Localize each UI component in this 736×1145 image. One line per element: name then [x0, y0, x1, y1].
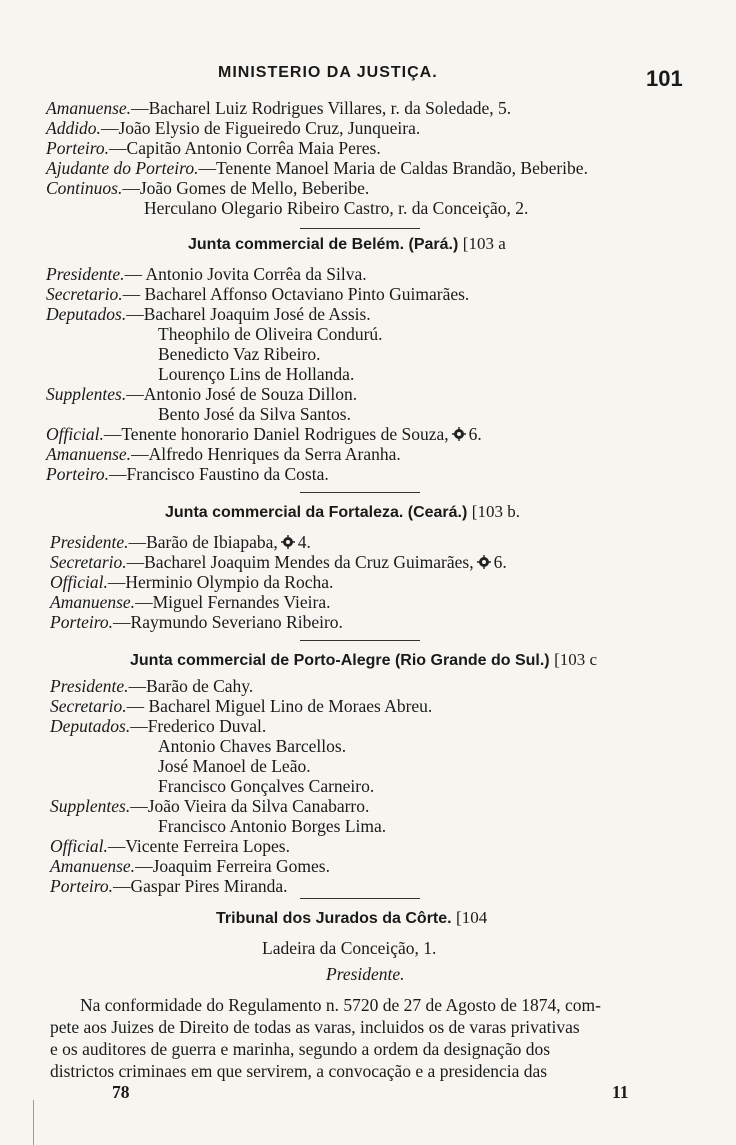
entry-line: Ajudante do Porteiro.—Tenente Manoel Maria de Caldas Brandão, Beberibe. — [46, 158, 588, 178]
entry-line: Benedicto Vaz Ribeiro. — [158, 344, 321, 364]
entry-line: Deputados.—Bacharel Joaquim José de Assis. — [46, 304, 371, 324]
entry-line: Amanuense.—Miguel Fernandes Vieira. — [50, 592, 331, 612]
entry-line: Herculano Olegario Ribeiro Castro, r. da Conceição, 2. — [144, 198, 529, 218]
subheading: Presidente. — [326, 964, 405, 984]
entry-line: Continuos.—João Gomes de Mello, Beberibe. — [46, 178, 370, 198]
section-heading: Junta commercial de Belém. (Pará.) [103 a — [188, 234, 506, 253]
entry-line: Bento José da Silva Santos. — [158, 404, 351, 424]
entry-line: Francisco Gonçalves Carneiro. — [158, 776, 375, 796]
entry-line: Lourenço Lins de Hollanda. — [158, 364, 355, 384]
entry-line: Theophilo de Oliveira Condurú. — [158, 324, 383, 344]
entry-line: Porteiro.—Capitão Antonio Corrêa Maia Peres. — [46, 138, 381, 158]
entry-line: Porteiro.—Gaspar Pires Miranda. — [50, 876, 288, 896]
divider — [300, 492, 420, 493]
order-cross-icon — [477, 555, 491, 569]
divider — [300, 228, 420, 229]
entry-line: Amanuense.—Joaquim Ferreira Gomes. — [50, 856, 330, 876]
entry-line: Presidente.—Barão de Cahy. — [50, 676, 254, 696]
entry-line: Deputados.—Frederico Duval. — [50, 716, 267, 736]
paragraph-line: e os auditores de guerra e marinha, segundo a ordem da designação dos — [50, 1039, 551, 1059]
entry-line: Presidente.—Barão de Ibiapaba, 4. — [50, 532, 311, 552]
entry-line: Official.—Vicente Ferreira Lopes. — [50, 836, 290, 856]
page-title: MINISTERIO DA JUSTIÇA. — [218, 64, 438, 81]
section-heading: Junta commercial da Fortaleza. (Ceará.) [103 b. — [165, 502, 520, 521]
section-heading: Junta commercial de Porto-Alegre (Rio Grande do Sul.) [103 c — [130, 650, 598, 669]
paragraph-line: districtos criminaes em que servirem, a convocação e a presidencia das — [50, 1061, 548, 1081]
entry-line: Official.—Herminio Olympio da Rocha. — [50, 572, 334, 592]
entry-line: Porteiro.—Francisco Faustino da Costa. — [46, 464, 329, 484]
section-heading: Tribunal dos Jurados da Côrte. [104 — [216, 908, 488, 927]
entry-line: Secretario.— Bacharel Affonso Octaviano Pinto Guimarães. — [46, 284, 470, 304]
entry-line: Antonio Chaves Barcellos. — [158, 736, 347, 756]
address-line: Ladeira da Conceição, 1. — [262, 938, 437, 958]
entry-line: Supplentes.—Antonio José de Souza Dillon. — [46, 384, 358, 404]
page-number: 101 — [646, 66, 683, 91]
entry-line: Presidente.— Antonio Jovita Corrêa da Silva. — [46, 264, 367, 284]
entry-line: Amanuense.—Bacharel Luiz Rodrigues Villares, r. da Soledade, 5. — [46, 98, 512, 118]
footer-left-number: 78 — [112, 1082, 130, 1102]
divider — [300, 898, 420, 899]
entry-line: José Manoel de Leão. — [158, 756, 311, 776]
scan-edge-mark — [33, 1100, 34, 1145]
entry-line: Amanuense.—Alfredo Henriques da Serra Aranha. — [46, 444, 401, 464]
entry-line: Official.—Tenente honorario Daniel Rodrigues de Souza, 6. — [46, 424, 482, 444]
order-cross-icon — [452, 427, 466, 441]
order-cross-icon — [281, 535, 295, 549]
divider — [300, 640, 420, 641]
paragraph-line: Na conformidade do Regulamento n. 5720 de 27 de Agosto de 1874, com- — [80, 995, 602, 1015]
footer-right-number: 11 — [612, 1082, 629, 1102]
entry-line: Francisco Antonio Borges Lima. — [158, 816, 387, 836]
entry-line: Addido.—João Elysio de Figueiredo Cruz, Junqueira. — [46, 118, 421, 138]
entry-line: Secretario.—Bacharel Joaquim Mendes da Cruz Guimarães, 6. — [50, 552, 507, 572]
entry-line: Supplentes.—João Vieira da Silva Canabarro. — [50, 796, 370, 816]
entry-line: Secretario.— Bacharel Miguel Lino de Moraes Abreu. — [50, 696, 433, 716]
entry-line: Porteiro.—Raymundo Severiano Ribeiro. — [50, 612, 343, 632]
paragraph-line: pete aos Juizes de Direito de todas as varas, incluidos os de varas privativas — [50, 1017, 580, 1037]
